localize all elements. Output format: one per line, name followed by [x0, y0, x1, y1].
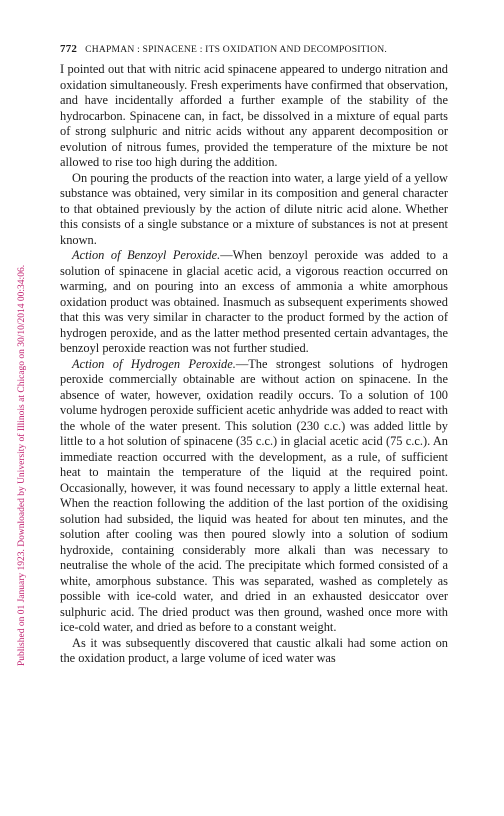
- paragraph-caustic-alkali: As it was subsequently discovered that caustic alkali had some action on the oxidation product, a large volume of iced water was: [60, 635, 448, 665]
- section-heading-benzoyl-peroxide: Action of Benzoyl Peroxide.: [72, 248, 221, 262]
- paragraph-benzoyl-peroxide-text: —When benzoyl peroxide was added to a solution of spinacene in glacial acetic acid, a vigorous reaction occurred on warming, and on pouring into an excess of ammonia a white amorphous oxidation product was obtained. Inasmuch as subsequent experiments showed that this was very similar in character to the product formed by the action of hydrogen peroxide, and as the latter method presented certain advantages, the benzoyl peroxide reaction was not further studied.: [60, 248, 448, 355]
- article-body: [60, 62, 448, 667]
- paragraph-benzoyl-peroxide: [60, 248, 448, 357]
- paragraph-hydrogen-peroxide: [60, 357, 448, 636]
- paragraph-nitric-acid: I pointed out that with nitric acid spinacene appeared to undergo nitration and oxidation simultaneously. Fresh experiments have confirmed that observation, and have incidentally afforded a further example of the stability of the hydrocarbon. Spinacene can, in fact, be dissolved in a mixture of equal parts of strong sulphuric and nitric acids without any apparent decomposition or evolution of nitrous fumes, provided the temperature of the mixture be not allowed to rise too high during the addition.: [60, 62, 448, 169]
- section-heading-hydrogen-peroxide: Action of Hydrogen Peroxide.: [72, 356, 236, 371]
- paragraph-hydrogen-peroxide-text: —The strongest solutions of hydrogen peroxide commercially obtainable are without action on spinacene. In the absence of water, however, oxidation readily occurs. To a solution of 100 volume hydrogen peroxide sufficient acetic anhydride was added to react with the whole of the water present. This solution (230 c.c.) was added little by little to a hot solution of spinacene (35 c.c.) in glacial acetic acid (75 c.c.). An immediate reaction occurred with the development, as a rule, of sufficient heat to maintain the temperature of the liquid at the required point. Occasionally, however, it was found necessary to apply a little external heat. When the reaction following the addition of the last portion of the oxidising solution had subsided, the liquid was heated for about ten minutes, and the solution after cooling was then poured slowly into a solution of sodium hydroxide, containing considerably more alkali than was necessary to neutralise the whole of the acid. The precipitate which formed consisted of a white, amorphous substance. This was separated, washed as completely as possible with ice-cold water, and dried in an exhausted desiccator over sulphuric acid. The dried product was then ground, washed once more with ice-cold water, and dried as before to a constant weight.: [60, 356, 448, 634]
- paragraph-yellow-substance: On pouring the products of the reaction into water, a large yield of a yellow substance was obtained, very similar in its composition and general character to that obtained previously by the action of dilute nitric acid alone. Whether this consists of a single substance or a mixture of substances is not at present known.: [60, 170, 448, 247]
- download-watermark: [2, 70, 27, 670]
- running-header: [60, 43, 450, 55]
- download-watermark-text: Published on 01 January 1923. Downloaded by University of Illinois at Chicago on 30/10/2014 00:34:06.: [17, 264, 27, 666]
- running-title: CHAPMAN : SPINACENE : ITS OXIDATION AND DECOMPOSITION.: [85, 44, 387, 55]
- page-number: 772: [60, 43, 78, 55]
